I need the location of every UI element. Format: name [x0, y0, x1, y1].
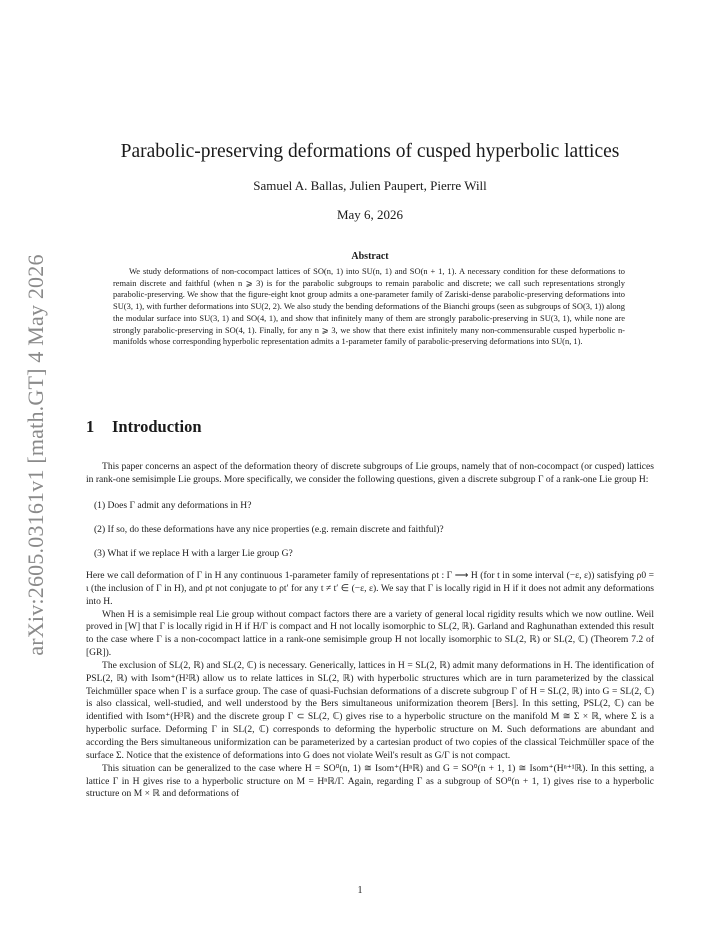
question-item-1: (1) Does Γ admit any deformations in H?	[94, 500, 252, 511]
section-number: 1	[86, 417, 95, 436]
question-item-3: (3) What if we replace H with a larger Lie group G?	[94, 548, 293, 559]
page-number: 1	[357, 885, 363, 896]
question-item-2: (2) If so, do these deformations have any nice properties (e.g. remain discrete and faithful)?	[94, 524, 444, 535]
intro-continuation	[86, 570, 654, 801]
paper-authors: Samuel A. Ballas, Julien Paupert, Pierre Will	[253, 178, 487, 193]
paper-title: Parabolic-preserving deformations of cusped hyperbolic lattices	[120, 141, 620, 162]
intro-paragraph-3: When H is a semisimple real Lie group without compact factors there are a variety of general local rigidity results which we now outline. Weil proved in [W] that Γ is locally rigid in H if H/Γ is compact and H not locally isomorphic to SL(2, ℝ). Garland and Raghunathan extended this result to the case where Γ is a non-cocompact lattice in a rank-one semisimple group H not locally isomorphic to SL(2, ℝ) or SL(2, ℂ) (Theorem 7.2 of [GR]).	[86, 608, 654, 659]
intro-paragraph-1: This paper concerns an aspect of the deformation theory of discrete subgroups of Lie groups, namely that of non-cocompact (or cusped) lattices in rank-one semisimple Lie groups. More specifically, we consider the following questions, given a discrete subgroup Γ of a rank-one Lie group H:	[86, 461, 654, 485]
arxiv-identifier[interactable]: arXiv:2605.03161v1 [math.GT] 4 May 2026	[23, 254, 48, 656]
intro-paragraph-4: The exclusion of SL(2, ℝ) and SL(2, ℂ) is necessary. Generically, lattices in H = SL(2, ℝ) admit many deformations in H. The identification of PSL(2, ℝ) with Isom⁺(H²ℝ) allow us to relate lattices in SL(2, ℝ) with hyperbolic structures which are in turn parameterized by the classical Teichmüller space when Γ is a surface group. The case of quasi-Fuchsian deformations of a discrete subgroup Γ of H = SL(2, ℝ) into G = SL(2, ℂ) is also classical, well-studied, and well understood by the Bers simultaneous uniformization theorem [Bers]. In this setting, PSL(2, ℂ) can be identified with Isom⁺(H³ℝ) and the discrete group Γ ⊂ SL(2, ℂ) gives rise to a hyperbolic structure on the manifold M ≅ Σ × ℝ, where Σ is a hyperbolic surface. Deforming Γ in SL(2, ℂ) corresponds to deforming the hyperbolic structure on M. Such deformations are abundant and according the Bers simultaneous uniformization can be parameterized by a cartesian product of two copies of the classical Teichmüller space of the surface Σ. Notice that the existence of deformations into G does not violate Weil's result as G/Γ is not compact.	[86, 659, 654, 761]
arxiv-sidebar	[16, 250, 56, 660]
abstract-text: We study deformations of non-cocompact lattices of SO(n, 1) into SU(n, 1) and SO(n + 1, 1). A necessary condition for these deformations to remain discrete and faithful (when n ⩾ 3) is for the parabolic subgroups to remain parabolic and discrete; we call such representations strongly parabolic-preserving. We show that the figure-eight knot group admits a one-parameter family of Zariski-dense parabolic-preserving deformations into SU(3, 1), with further deformations into SU(2, 2). We also study the bending deformations of the Bianchi groups (seen as subgroups of SO(3, 1)) along the modular surface into SU(3, 1) and SO(4, 1), and show that infinitely many of them are strongly parabolic-preserving in SU(3, 1), while none are strongly parabolic-preserving in SO(4, 1). Finally, for any n ⩾ 3, we show that there exist infinitely many non-commensurable cusped hyperbolic n-manifolds whose corresponding hyperbolic representation admits a 1-parameter family of parabolic-preserving deformations into SU(n, 1).	[113, 266, 625, 347]
intro-paragraph-5: This situation can be generalized to the case where H = SO⁰(n, 1) ≅ Isom⁺(Hⁿℝ) and G = SO⁰(n + 1, 1) ≅ Isom⁺(Hⁿ⁺¹ℝ). In this setting, a lattice Γ in H gives rise to a hyperbolic structure on M = Hⁿℝ/Γ. Again, regarding Γ as a subgroup of SO⁰(n + 1, 1) gives rise to a hyperbolic structure on M × ℝ and deformations of	[86, 762, 654, 800]
intro-paragraph-2: Here we call deformation of Γ in H any continuous 1-parameter family of representations ρt : Γ ⟶ H (for t in some interval (−ε, ε)) satisfying ρ0 = ι (the inclusion of Γ in H), and ρt not conjugate to ρt′ for any t ≠ t′ ∈ (−ε, ε). We say that Γ is locally rigid in H if it does not admit any deformations into H.	[86, 570, 654, 607]
paper-date: May 6, 2026	[336, 207, 404, 222]
abstract-heading: Abstract	[351, 251, 389, 262]
section-title: Introduction	[112, 417, 202, 436]
section-heading	[86, 417, 202, 437]
